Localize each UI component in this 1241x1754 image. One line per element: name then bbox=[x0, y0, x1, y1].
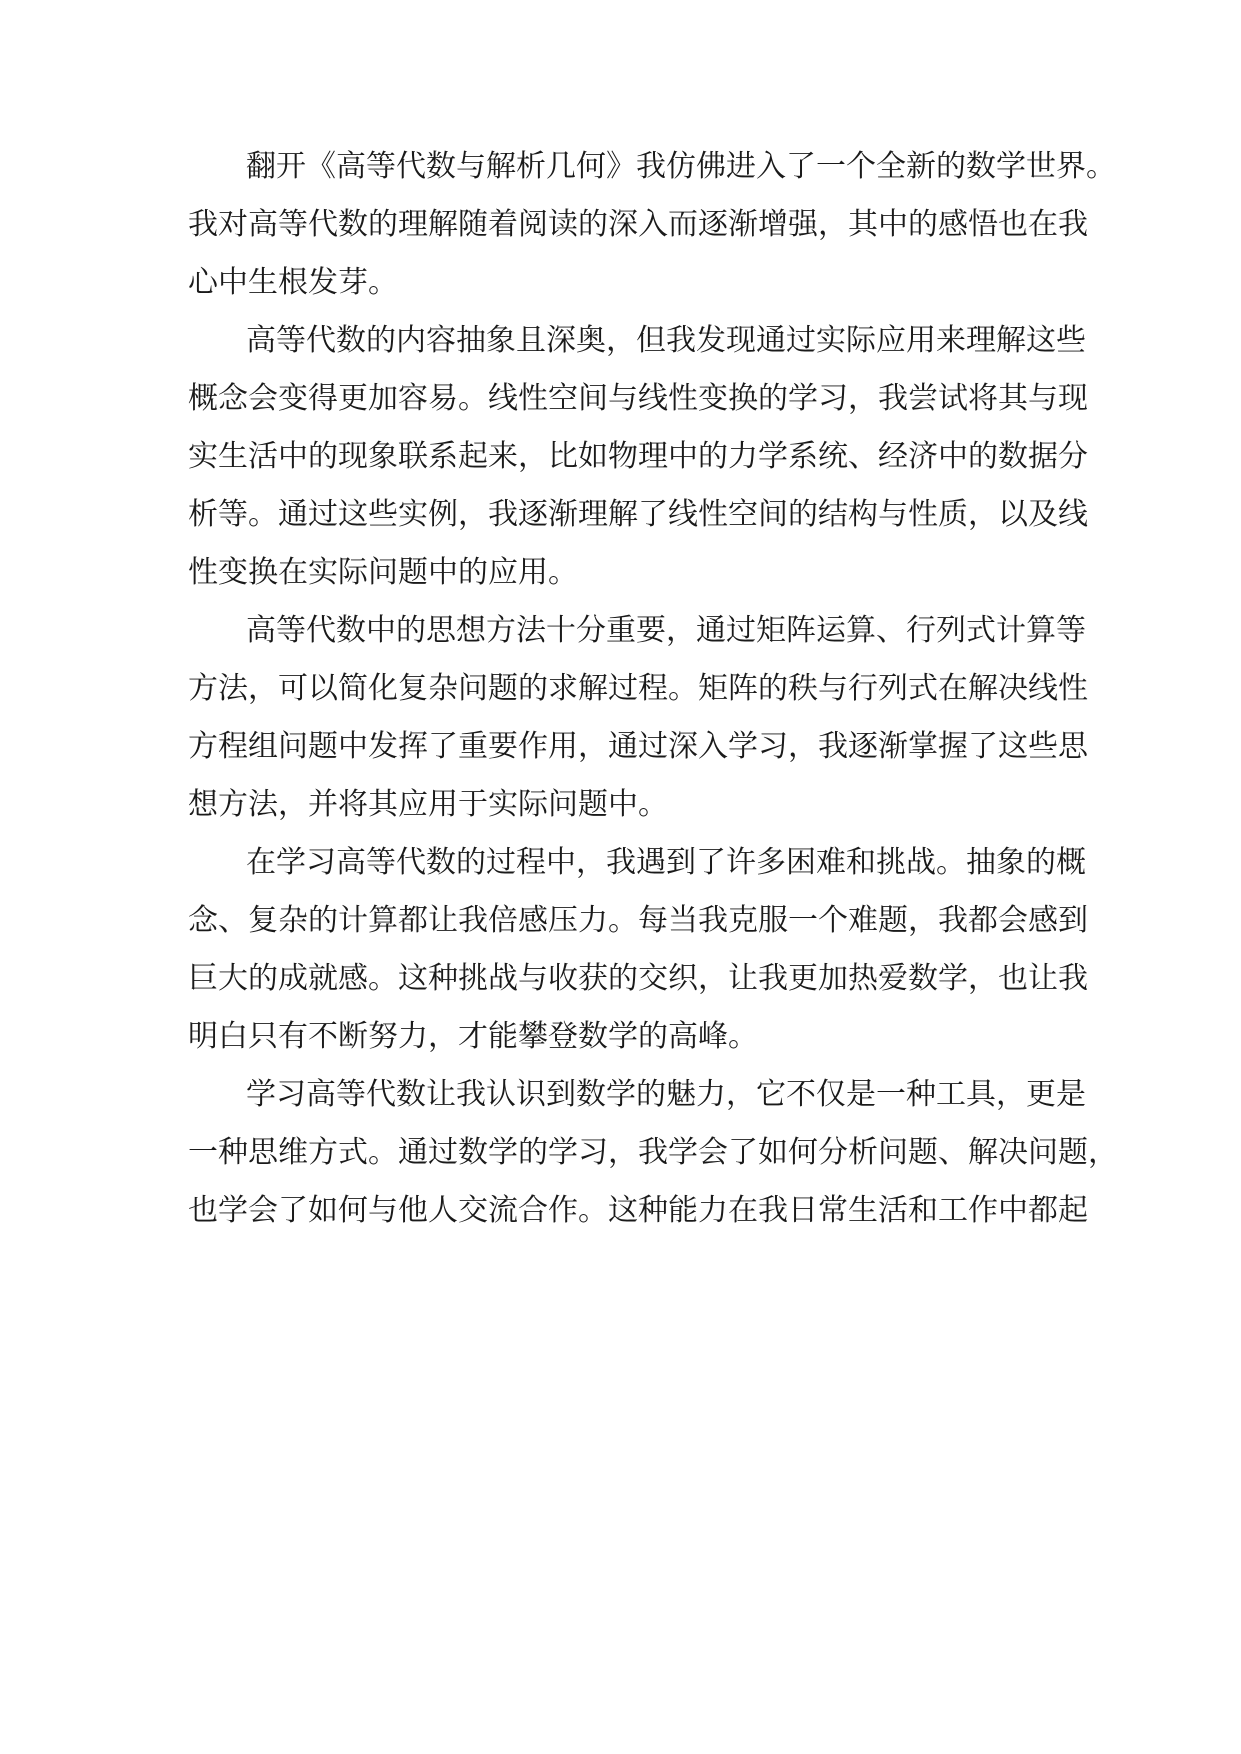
paragraph-line: 在学习高等代数的过程中，我遇到了许多困难和挑战。抽象的概 bbox=[246, 845, 1086, 880]
paragraph-line: 方程组问题中发挥了重要作用，通过深入学习，我逐渐掌握了这些思 bbox=[188, 729, 1088, 764]
paragraph-line: 也学会了如何与他人交流合作。这种能力在我日常生活和工作中都起 bbox=[188, 1193, 1088, 1228]
paragraph-line: 心中生根发芽。 bbox=[188, 265, 398, 300]
paragraph-line: 一种思维方式。通过数学的学习，我学会了如何分析问题、解决问题， bbox=[188, 1135, 1118, 1170]
paragraph-line: 翻开《高等代数与解析几何》我仿佛进入了一个全新的数学世界。 bbox=[246, 149, 1116, 184]
paragraph-line: 高等代数中的思想方法十分重要，通过矩阵运算、行列式计算等 bbox=[246, 613, 1086, 648]
paragraph-line: 念、复杂的计算都让我倍感压力。每当我克服一个难题，我都会感到 bbox=[188, 903, 1088, 938]
paragraph-5 bbox=[188, 1066, 1118, 1240]
paragraph-4 bbox=[188, 834, 1088, 1066]
paragraph-line: 明白只有不断努力，才能攀登数学的高峰。 bbox=[188, 1019, 758, 1054]
document-body bbox=[188, 138, 1118, 1240]
paragraph-3 bbox=[188, 602, 1088, 834]
paragraph-line: 实生活中的现象联系起来，比如物理中的力学系统、经济中的数据分 bbox=[188, 439, 1088, 474]
paragraph-line: 想方法，并将其应用于实际问题中。 bbox=[188, 787, 668, 822]
paragraph-1 bbox=[188, 138, 1116, 312]
paragraph-line: 学习高等代数让我认识到数学的魅力，它不仅是一种工具，更是 bbox=[246, 1077, 1086, 1112]
paragraph-line: 高等代数的内容抽象且深奥，但我发现通过实际应用来理解这些 bbox=[246, 323, 1086, 358]
paragraph-line: 析等。通过这些实例，我逐渐理解了线性空间的结构与性质，以及线 bbox=[188, 497, 1088, 532]
paragraph-line: 方法，可以简化复杂问题的求解过程。矩阵的秩与行列式在解决线性 bbox=[188, 671, 1088, 706]
paragraph-line: 概念会变得更加容易。线性空间与线性变换的学习，我尝试将其与现 bbox=[188, 381, 1088, 416]
paragraph-line: 巨大的成就感。这种挑战与收获的交织，让我更加热爱数学，也让我 bbox=[188, 961, 1088, 996]
paragraph-2 bbox=[188, 312, 1088, 602]
paragraph-line: 我对高等代数的理解随着阅读的深入而逐渐增强，其中的感悟也在我 bbox=[188, 207, 1088, 242]
paragraph-line: 性变换在实际问题中的应用。 bbox=[188, 555, 578, 590]
